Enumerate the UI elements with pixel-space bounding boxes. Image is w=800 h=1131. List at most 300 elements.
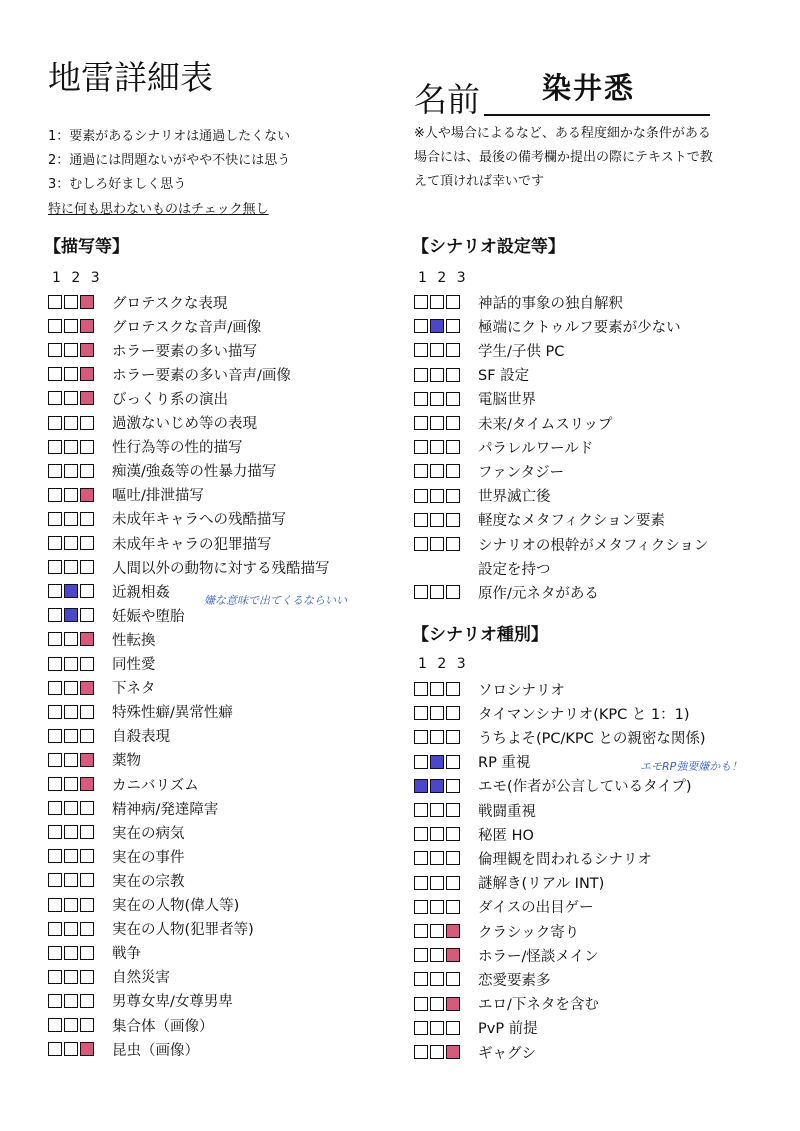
- checkbox-3[interactable]: [80, 849, 94, 863]
- checkbox-1[interactable]: [414, 1045, 428, 1059]
- checkbox-1[interactable]: [48, 488, 62, 502]
- checkbox-1[interactable]: [48, 512, 62, 526]
- checkbox-group: [48, 440, 104, 454]
- checkbox-1[interactable]: [414, 706, 428, 720]
- checkbox-2[interactable]: [430, 924, 444, 938]
- checkbox-2[interactable]: [430, 319, 444, 333]
- name-underline: [484, 114, 710, 116]
- checkbox-3[interactable]: [80, 488, 94, 502]
- checkbox-group: [48, 536, 104, 550]
- checkbox-group: [48, 391, 104, 405]
- checkbox-group: [414, 876, 470, 890]
- checkbox-group: [48, 681, 104, 695]
- checkbox-1[interactable]: [48, 1042, 62, 1056]
- checkbox-2[interactable]: [430, 440, 444, 454]
- checkbox-1[interactable]: [48, 994, 62, 1008]
- checkbox-3[interactable]: [446, 803, 460, 817]
- checkbox-2[interactable]: [430, 803, 444, 817]
- checkbox-2[interactable]: [430, 464, 444, 478]
- checklist-row: [414, 484, 551, 508]
- checkbox-1[interactable]: [48, 608, 62, 622]
- column-header: 1 2 3: [52, 270, 103, 286]
- checkbox-3[interactable]: [80, 922, 94, 936]
- column-header: 1 2 3: [418, 656, 469, 672]
- checkbox-1[interactable]: [414, 368, 428, 382]
- checkbox-1[interactable]: [414, 1021, 428, 1035]
- checklist-label: 自然災害: [112, 970, 170, 987]
- checklist-row: [414, 798, 536, 822]
- checkbox-3[interactable]: [446, 730, 460, 744]
- checklist-label: 倫理観を問われるシナリオ: [478, 851, 652, 868]
- checkbox-1[interactable]: [48, 753, 62, 767]
- checkbox-2[interactable]: [64, 367, 78, 381]
- checklist-row: [48, 338, 257, 362]
- checkbox-1[interactable]: [414, 489, 428, 503]
- checklist-label: ソロシナリオ: [478, 682, 565, 699]
- checklist-row: [48, 507, 286, 531]
- checkbox-1[interactable]: [414, 900, 428, 914]
- checkbox-group: [414, 924, 470, 938]
- checkbox-1[interactable]: [414, 392, 428, 406]
- checkbox-2[interactable]: [430, 295, 444, 309]
- wrap-line: 設定を持つ: [478, 562, 551, 578]
- checkbox-2[interactable]: [64, 584, 78, 598]
- checklist-label: ホラー/怪談メイン: [478, 948, 599, 965]
- checkbox-2[interactable]: [64, 801, 78, 815]
- checkbox-2[interactable]: [64, 1018, 78, 1032]
- checkbox-3[interactable]: [80, 825, 94, 839]
- legend-note: 特に何も思わないものはチェック無し: [48, 202, 269, 217]
- page-title: 地雷詳細表: [48, 58, 213, 97]
- checkbox-3[interactable]: [80, 753, 94, 767]
- checkbox-3[interactable]: [80, 464, 94, 478]
- checkbox-1[interactable]: [48, 560, 62, 574]
- checkbox-1[interactable]: [414, 803, 428, 817]
- checklist-row: [414, 580, 599, 604]
- checkbox-1[interactable]: [414, 319, 428, 333]
- checklist-label: シナリオの根幹がメタフィクション: [478, 537, 709, 554]
- checklist-row: [414, 725, 706, 749]
- checklist-row: [414, 992, 599, 1016]
- checkbox-3[interactable]: [80, 898, 94, 912]
- checkbox-group: [414, 851, 470, 865]
- checkbox-3[interactable]: [446, 343, 460, 357]
- name-label: 名前: [414, 80, 480, 119]
- checkbox-2[interactable]: [64, 849, 78, 863]
- checkbox-3[interactable]: [80, 777, 94, 791]
- checkbox-2[interactable]: [64, 488, 78, 502]
- checklist-label: 薬物: [112, 753, 141, 770]
- checklist-row: [48, 627, 156, 651]
- checklist-label: クラシック寄り: [478, 924, 580, 941]
- checkbox-2[interactable]: [64, 343, 78, 357]
- checkbox-2[interactable]: [430, 779, 444, 793]
- checkbox-3[interactable]: [446, 1021, 460, 1035]
- checklist-label: 近親相姦: [112, 584, 170, 601]
- checklist-label: 実在の人物(偉人等): [112, 898, 240, 914]
- checkbox-1[interactable]: [48, 729, 62, 743]
- checkbox-3[interactable]: [446, 440, 460, 454]
- checkbox-2[interactable]: [430, 416, 444, 430]
- checkbox-group: [48, 608, 104, 622]
- checkbox-1[interactable]: [48, 873, 62, 887]
- checklist-label: 実在の宗教: [112, 873, 185, 890]
- checklist-label: うちよそ(PC/KPC との親密な関係): [478, 730, 706, 747]
- checkbox-1[interactable]: [48, 849, 62, 863]
- checkbox-group: [48, 560, 104, 574]
- checkbox-1[interactable]: [414, 876, 428, 890]
- checklist-label: 下ネタ: [112, 681, 156, 698]
- checklist-label: 恋愛要素多: [478, 972, 551, 989]
- checkbox-3[interactable]: [446, 464, 460, 478]
- checkbox-3[interactable]: [446, 827, 460, 841]
- checklist-label: SF 設定: [478, 368, 530, 385]
- checkbox-2[interactable]: [430, 392, 444, 406]
- checkbox-3[interactable]: [80, 367, 94, 381]
- legend-3: 3：むしろ好ましく思う: [48, 177, 187, 192]
- checkbox-1[interactable]: [414, 779, 428, 793]
- checklist-row: [48, 362, 291, 386]
- checkbox-2[interactable]: [430, 851, 444, 865]
- checkbox-2[interactable]: [64, 753, 78, 767]
- checkbox-2[interactable]: [430, 755, 444, 769]
- checkbox-1[interactable]: [48, 464, 62, 478]
- checkbox-1[interactable]: [414, 537, 428, 551]
- checkbox-group: [414, 319, 470, 333]
- checkbox-2[interactable]: [64, 946, 78, 960]
- checkbox-2[interactable]: [64, 898, 78, 912]
- checkbox-3[interactable]: [446, 779, 460, 793]
- checklist-row: [48, 579, 170, 603]
- checklist-row: [48, 917, 254, 941]
- checkbox-2[interactable]: [64, 657, 78, 671]
- checkbox-2[interactable]: [430, 706, 444, 720]
- checkbox-3[interactable]: [80, 536, 94, 550]
- checkbox-group: [48, 825, 104, 839]
- checklist-row: [48, 941, 141, 965]
- checkbox-2[interactable]: [64, 681, 78, 695]
- checklist-row: [48, 772, 199, 796]
- checklist-row: [48, 314, 261, 338]
- checklist-label: 極端にクトゥルフ要素が少ない: [478, 319, 681, 336]
- checkbox-3[interactable]: [80, 681, 94, 695]
- checkbox-3[interactable]: [80, 391, 94, 405]
- checklist-label: ダイスの出目ゲー: [478, 900, 594, 917]
- checklist-row: [48, 868, 185, 892]
- checkbox-group: [48, 753, 104, 767]
- checkbox-3[interactable]: [446, 851, 460, 865]
- checkbox-group: [414, 295, 470, 309]
- checkbox-2[interactable]: [64, 970, 78, 984]
- checkbox-3[interactable]: [446, 924, 460, 938]
- checklist-label: 同性愛: [112, 657, 156, 673]
- checkbox-1[interactable]: [414, 682, 428, 696]
- checkbox-1[interactable]: [48, 681, 62, 695]
- checkbox-3[interactable]: [80, 873, 94, 887]
- checklist-label: 実在の人物(犯罪者等): [112, 922, 254, 939]
- section-title-depiction: 【描写等】: [44, 237, 129, 257]
- checkbox-3[interactable]: [80, 319, 94, 333]
- checkbox-3[interactable]: [446, 489, 460, 503]
- checkbox-group: [414, 706, 470, 720]
- checkbox-3[interactable]: [80, 440, 94, 454]
- checklist-row: [414, 895, 594, 919]
- checklist-label: タイマンシナリオ(KPC と 1：1): [478, 706, 690, 723]
- checkbox-group: [48, 777, 104, 791]
- checklist-row: [414, 435, 593, 459]
- checkbox-1[interactable]: [48, 319, 62, 333]
- checklist-row: [48, 820, 185, 844]
- checkbox-3[interactable]: [446, 368, 460, 382]
- checkbox-2[interactable]: [64, 560, 78, 574]
- checkbox-3[interactable]: [446, 876, 460, 890]
- checkbox-1[interactable]: [414, 464, 428, 478]
- checkbox-group: [48, 873, 104, 887]
- checkbox-3[interactable]: [446, 392, 460, 406]
- checkbox-2[interactable]: [430, 730, 444, 744]
- checkbox-group: [48, 1042, 104, 1056]
- checkbox-3[interactable]: [446, 972, 460, 986]
- checkbox-1[interactable]: [414, 851, 428, 865]
- checkbox-group: [414, 1021, 470, 1035]
- checkbox-2[interactable]: [430, 682, 444, 696]
- checkbox-group: [48, 1018, 104, 1032]
- checklist-label: カニバリズム: [112, 777, 199, 794]
- checkbox-2[interactable]: [430, 537, 444, 551]
- checkbox-2[interactable]: [64, 536, 78, 550]
- checkbox-group: [48, 970, 104, 984]
- checkbox-3[interactable]: [446, 416, 460, 430]
- checkbox-2[interactable]: [430, 368, 444, 382]
- checklist-label: ホラー要素の多い描写: [112, 343, 257, 360]
- checkbox-1[interactable]: [414, 513, 428, 527]
- checkbox-3[interactable]: [80, 584, 94, 598]
- checkbox-3[interactable]: [446, 295, 460, 309]
- checkbox-group: [414, 755, 470, 769]
- checkbox-2[interactable]: [64, 391, 78, 405]
- checkbox-group: [48, 512, 104, 526]
- checkbox-2[interactable]: [64, 705, 78, 719]
- checkbox-2[interactable]: [64, 464, 78, 478]
- checklist-label: 人間以外の動物に対する残酷描写: [112, 560, 330, 577]
- checkbox-2[interactable]: [64, 416, 78, 430]
- checklist-row: [414, 701, 690, 725]
- checkbox-1[interactable]: [48, 825, 62, 839]
- checkbox-group: [414, 489, 470, 503]
- legend-2: 2：通過には問題ないがやや不快には思う: [48, 153, 291, 168]
- checkbox-2[interactable]: [430, 489, 444, 503]
- checkbox-1[interactable]: [48, 416, 62, 430]
- checkbox-group: [48, 319, 104, 333]
- checkbox-3[interactable]: [80, 970, 94, 984]
- checklist-row: [414, 508, 665, 532]
- checkbox-3[interactable]: [80, 1042, 94, 1056]
- checkbox-group: [414, 537, 470, 551]
- checkbox-3[interactable]: [446, 585, 460, 599]
- checkbox-3[interactable]: [446, 997, 460, 1011]
- note-right-line: 場合には、最後の備考欄か提出の際にテキストで教: [414, 150, 713, 165]
- checkbox-3[interactable]: [446, 948, 460, 962]
- checkbox-2[interactable]: [64, 994, 78, 1008]
- checkbox-2[interactable]: [64, 1042, 78, 1056]
- checkbox-2[interactable]: [64, 922, 78, 936]
- checkbox-3[interactable]: [446, 319, 460, 333]
- checkbox-3[interactable]: [80, 657, 94, 671]
- checkbox-2[interactable]: [64, 632, 78, 646]
- checkbox-1[interactable]: [48, 632, 62, 646]
- checkbox-1[interactable]: [414, 416, 428, 430]
- checkbox-1[interactable]: [414, 972, 428, 986]
- checklist-label: パラレルワールド: [478, 440, 594, 457]
- checkbox-2[interactable]: [64, 608, 78, 622]
- checklist-label: 電脳世界: [478, 392, 536, 409]
- column-header: 1 2 3: [418, 270, 469, 286]
- checkbox-1[interactable]: [48, 295, 62, 309]
- checkbox-3[interactable]: [80, 1018, 94, 1032]
- checklist-label: 軽度なメタフィクション要素: [478, 513, 666, 530]
- checkbox-1[interactable]: [48, 391, 62, 405]
- checkbox-3[interactable]: [80, 295, 94, 309]
- checkbox-1[interactable]: [48, 367, 62, 381]
- checkbox-2[interactable]: [64, 873, 78, 887]
- checkbox-3[interactable]: [446, 706, 460, 720]
- checkbox-1[interactable]: [414, 924, 428, 938]
- checkbox-2[interactable]: [430, 900, 444, 914]
- checklist-label: 原作/元ネタがある: [478, 585, 599, 602]
- checkbox-group: [414, 416, 470, 430]
- checklist-row: [48, 965, 170, 989]
- checkbox-1[interactable]: [48, 705, 62, 719]
- checklist-row: [48, 483, 204, 507]
- checkbox-2[interactable]: [430, 972, 444, 986]
- checklist-label: 未成年キャラの犯罪描写: [112, 536, 272, 553]
- checkbox-3[interactable]: [80, 512, 94, 526]
- checkbox-3[interactable]: [80, 560, 94, 574]
- checklist-row: [48, 411, 257, 435]
- handwritten-note-right: エモRP強要嫌かも！: [640, 760, 743, 773]
- checklist-label: 学生/子供 PC: [478, 343, 565, 360]
- checkbox-3[interactable]: [80, 994, 94, 1008]
- checkbox-2[interactable]: [64, 512, 78, 526]
- checkbox-2[interactable]: [430, 1045, 444, 1059]
- checkbox-group: [414, 730, 470, 744]
- checklist-label: エモ(作者が公言しているタイプ): [478, 779, 692, 796]
- checkbox-1[interactable]: [414, 440, 428, 454]
- checklist-label: 秘匿 HO: [478, 827, 534, 844]
- checklist-row: [414, 1016, 538, 1040]
- checkbox-group: [48, 705, 104, 719]
- checkbox-3[interactable]: [80, 729, 94, 743]
- checkbox-1[interactable]: [48, 898, 62, 912]
- checkbox-2[interactable]: [430, 827, 444, 841]
- checkbox-1[interactable]: [48, 343, 62, 357]
- checkbox-2[interactable]: [430, 1021, 444, 1035]
- checkbox-1[interactable]: [48, 657, 62, 671]
- checkbox-2[interactable]: [430, 585, 444, 599]
- checkbox-1[interactable]: [414, 295, 428, 309]
- checkbox-2[interactable]: [430, 876, 444, 890]
- checklist-label: RP 重視: [478, 755, 531, 772]
- checklist-row: [414, 387, 536, 411]
- checkbox-3[interactable]: [80, 705, 94, 719]
- checkbox-1[interactable]: [48, 1018, 62, 1032]
- checkbox-group: [414, 585, 470, 599]
- checkbox-3[interactable]: [446, 682, 460, 696]
- checkbox-2[interactable]: [64, 295, 78, 309]
- checkbox-2[interactable]: [64, 825, 78, 839]
- checkbox-1[interactable]: [414, 755, 428, 769]
- checkbox-3[interactable]: [446, 1045, 460, 1059]
- checkbox-1[interactable]: [48, 440, 62, 454]
- checkbox-3[interactable]: [446, 755, 460, 769]
- checklist-row: [414, 363, 529, 387]
- checkbox-3[interactable]: [446, 513, 460, 527]
- checkbox-1[interactable]: [414, 827, 428, 841]
- checkbox-group: [48, 898, 104, 912]
- checklist-row: [414, 871, 604, 895]
- checkbox-2[interactable]: [430, 997, 444, 1011]
- checkbox-2[interactable]: [64, 729, 78, 743]
- checkbox-1[interactable]: [414, 948, 428, 962]
- checkbox-3[interactable]: [446, 537, 460, 551]
- checkbox-2[interactable]: [430, 948, 444, 962]
- checkbox-3[interactable]: [80, 801, 94, 815]
- checkbox-3[interactable]: [80, 416, 94, 430]
- note-right-line: えて頂ければ幸いです: [414, 174, 545, 189]
- checkbox-group: [414, 779, 470, 793]
- checkbox-group: [48, 994, 104, 1008]
- checklist-row: [48, 459, 276, 483]
- legend-1: 1：要素があるシナリオは通過したくない: [48, 129, 291, 144]
- checkbox-group: [414, 827, 470, 841]
- checkbox-3[interactable]: [446, 900, 460, 914]
- checkbox-group: [48, 849, 104, 863]
- checklist-label: グロテスクな音声/画像: [112, 319, 262, 336]
- checkbox-1[interactable]: [414, 730, 428, 744]
- checkbox-1[interactable]: [414, 343, 428, 357]
- checkbox-3[interactable]: [80, 343, 94, 357]
- checkbox-3[interactable]: [80, 632, 94, 646]
- checklist-label: 性行為等の性的描写: [112, 440, 243, 457]
- checklist-row: [48, 748, 141, 772]
- note-right: [414, 122, 754, 194]
- checkbox-3[interactable]: [80, 946, 94, 960]
- checkbox-1[interactable]: [48, 801, 62, 815]
- checkbox-1[interactable]: [48, 970, 62, 984]
- checkbox-2[interactable]: [430, 513, 444, 527]
- checkbox-2[interactable]: [64, 319, 78, 333]
- checklist-row: [48, 989, 233, 1013]
- checkbox-2[interactable]: [430, 343, 444, 357]
- checkbox-group: [414, 803, 470, 817]
- checkbox-1[interactable]: [48, 777, 62, 791]
- checkbox-1[interactable]: [414, 585, 428, 599]
- checklist-label: ホラー要素の多い音声/画像: [112, 367, 291, 384]
- checkbox-1[interactable]: [48, 584, 62, 598]
- checklist-row: [414, 919, 579, 943]
- checklist-row: [48, 893, 239, 917]
- checkbox-3[interactable]: [80, 608, 94, 622]
- checkbox-group: [414, 513, 470, 527]
- checkbox-1[interactable]: [414, 997, 428, 1011]
- checkbox-1[interactable]: [48, 536, 62, 550]
- checkbox-2[interactable]: [64, 777, 78, 791]
- checkbox-1[interactable]: [48, 946, 62, 960]
- checkbox-1[interactable]: [48, 922, 62, 936]
- checklist-row: [48, 555, 330, 579]
- checklist-label: 嘔吐/排泄描写: [112, 488, 204, 505]
- checkbox-2[interactable]: [64, 440, 78, 454]
